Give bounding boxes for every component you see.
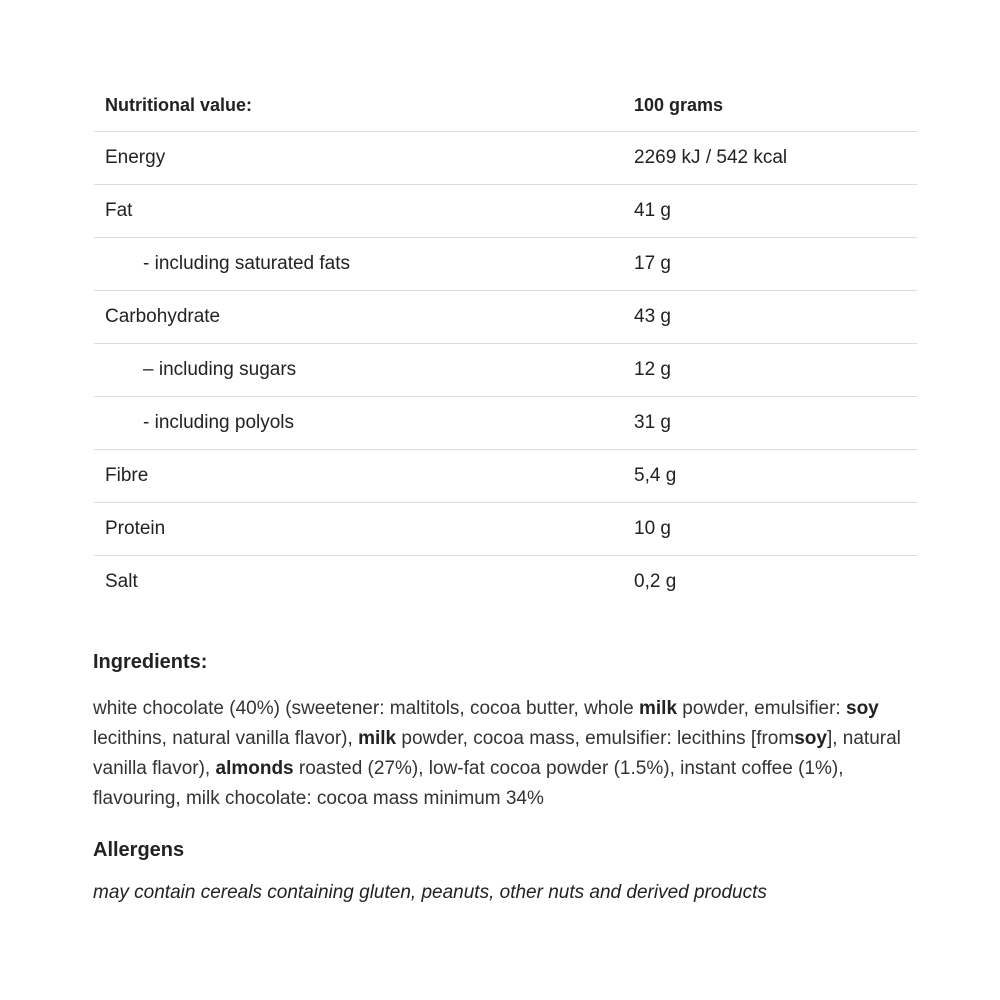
nutrition-row-protein: [94, 503, 917, 556]
ingredients-allergen-highlight: milk: [358, 728, 397, 749]
nutrition-row-salt: [94, 556, 917, 609]
ingredients-allergen-highlight: soy: [846, 698, 879, 719]
nutrient-value: 41 g: [634, 185, 917, 238]
nutrient-value: 5,4 g: [634, 450, 917, 503]
nutrient-value: 2269 kJ / 542 kcal: [634, 132, 917, 185]
nutrient-label: Fibre: [94, 450, 634, 503]
nutrient-value: 10 g: [634, 503, 917, 556]
nutrition-row-fibre: [94, 450, 917, 503]
ingredients-segment: roasted (27%), low-fat cocoa powder (1.5%), instant coffee (1%), flavouring, milk chocolate: cocoa mass minimum 34%: [93, 758, 844, 809]
ingredients-segment: ], natural vanilla flavor),: [93, 728, 901, 779]
nutrition-row-sugars: [94, 344, 917, 397]
ingredients-segment: powder, cocoa mass, emulsifier: lecithins [from: [396, 728, 795, 749]
nutrition-row-fat: [94, 185, 917, 238]
nutrient-value: 17 g: [634, 238, 917, 291]
ingredients-allergen-highlight: soy: [794, 728, 827, 749]
nutrient-value: 12 g: [634, 344, 917, 397]
nutrient-label: Fat: [94, 185, 634, 238]
nutrition-header-label: Nutritional value:: [94, 79, 634, 132]
nutrition-header-value: 100 grams: [634, 79, 917, 132]
nutrition-row-carbohydrate: [94, 291, 917, 344]
nutrient-value: 31 g: [634, 397, 917, 450]
nutrition-row-saturated-fats: [94, 238, 917, 291]
ingredients-allergen-highlight: milk: [639, 698, 678, 719]
nutrition-table: [94, 79, 917, 608]
ingredients-text: [93, 694, 923, 814]
ingredients-heading: Ingredients:: [93, 651, 208, 673]
ingredients-allergen-highlight: almonds: [215, 758, 294, 779]
allergens-heading: Allergens: [93, 839, 185, 861]
nutrient-sub-label: - including polyols: [94, 397, 634, 450]
nutrient-label: Carbohydrate: [94, 291, 634, 344]
nutrient-label: Salt: [105, 571, 138, 592]
ingredients-segment: white chocolate (40%) (sweetener: maltitols, cocoa butter, whole: [93, 698, 639, 719]
ingredients-segment: lecithins, natural vanilla flavor),: [93, 728, 359, 749]
nutrition-header-row: [94, 79, 917, 132]
allergens-text: may contain cereals containing gluten, peanuts, other nuts and derived products: [93, 882, 767, 903]
nutrient-sub-label: – including sugars: [94, 344, 634, 397]
nutrient-value: 0,2 g: [634, 571, 677, 592]
nutrient-sub-label: - including saturated fats: [94, 238, 634, 291]
nutrition-row-energy: [94, 132, 917, 185]
nutrient-label: Energy: [94, 132, 634, 185]
nutrient-value: 43 g: [634, 291, 917, 344]
nutrition-row-polyols: [94, 397, 917, 450]
ingredients-segment: powder, emulsifier:: [677, 698, 846, 719]
nutrient-label: Protein: [94, 503, 634, 556]
